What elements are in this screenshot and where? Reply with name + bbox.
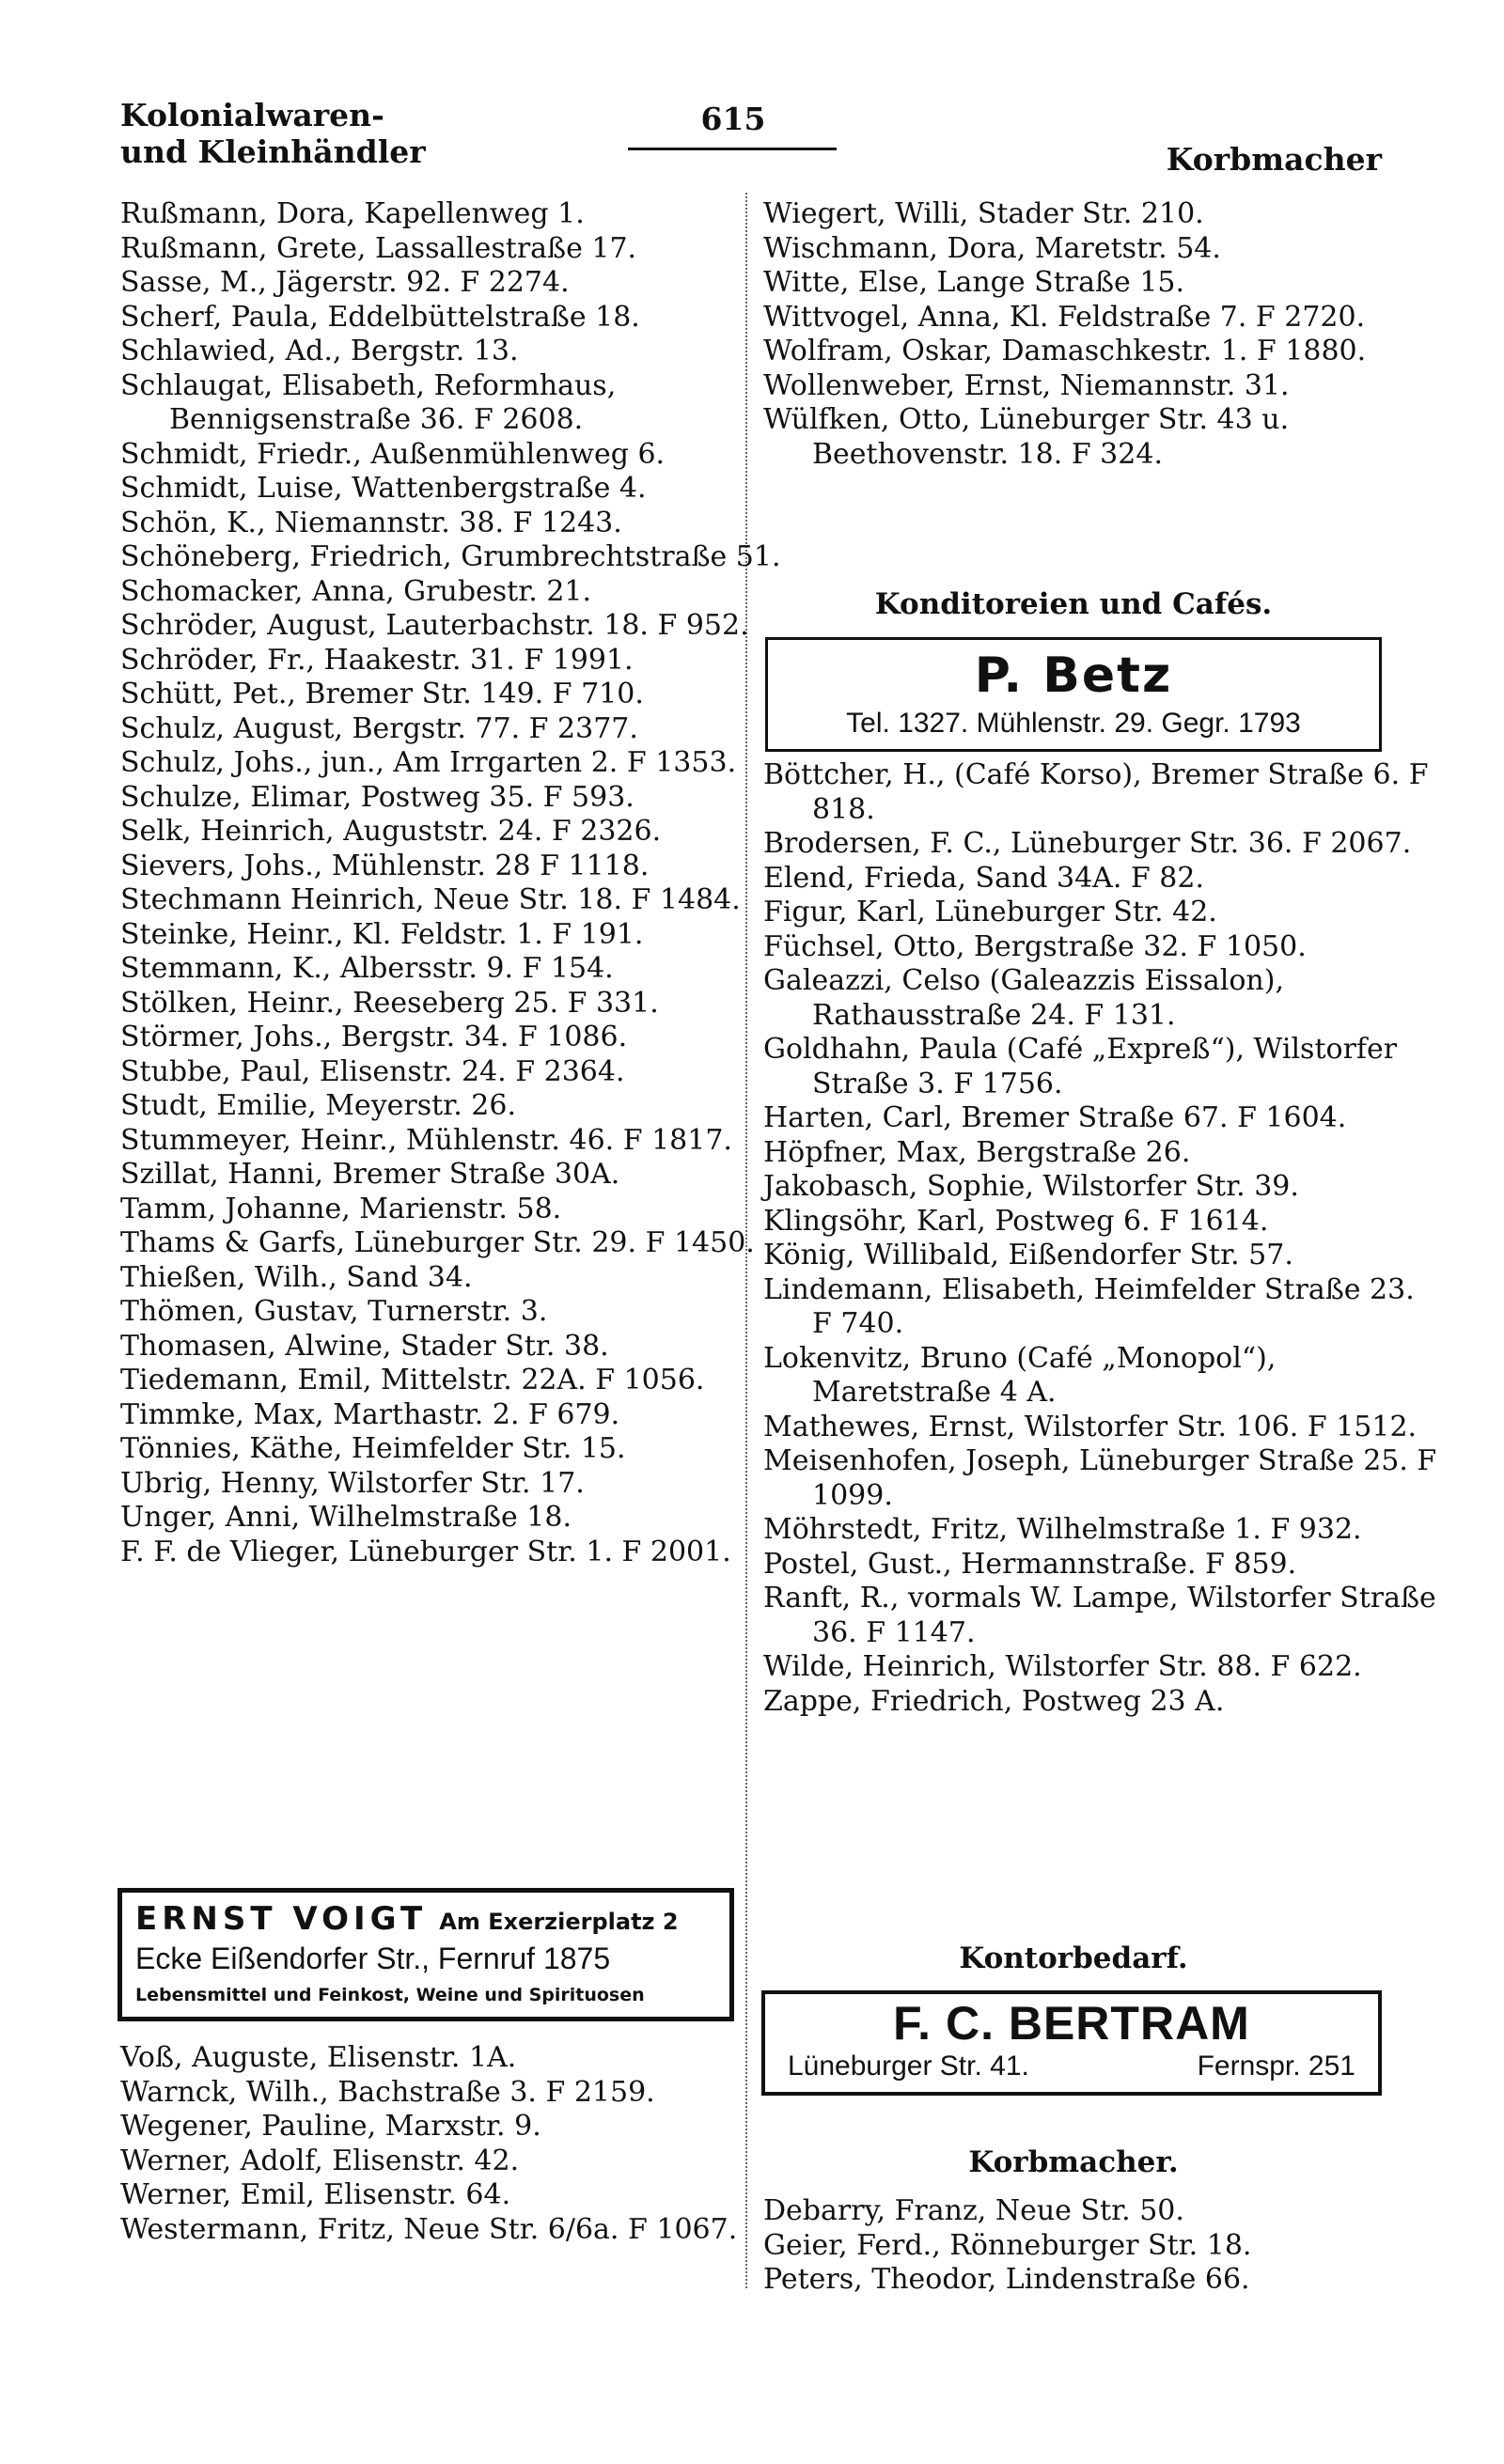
directory-entry: Thömen, Gustav, Turnerstr. 3. xyxy=(120,1295,548,1328)
directory-entry: Galeazzi, Celso (Galeazzis Eissalon), Rathausstraße 24. F 131. xyxy=(763,964,1284,1032)
ad-bertram-name: F. C. BERTRAM xyxy=(893,1997,1250,2050)
directory-entry: Lindemann, Elisabeth, Heimfelder Straße 23. F 740. xyxy=(763,1272,1415,1340)
directory-entry: Peters, Theodor, Lindenstraße 66. xyxy=(763,2263,1250,2296)
directory-entry: Studt, Emilie, Meyerstr. 26. xyxy=(120,1089,517,1122)
directory-entry: Füchsel, Otto, Bergstraße 32. F 1050. xyxy=(763,929,1307,963)
directory-entry: Werner, Adolf, Elisenstr. 42. xyxy=(120,2144,520,2177)
directory-entry: Schulze, Elimar, Postweg 35. F 593. xyxy=(120,780,634,814)
ad-ernst-voigt xyxy=(118,1888,734,2021)
directory-entry: Stechmann Heinrich, Neue Str. 18. F 1484. xyxy=(120,883,741,916)
directory-entry: Schlawied, Ad., Bergstr. 13. xyxy=(120,335,519,367)
directory-entry: Höpfner, Max, Bergstraße 26. xyxy=(763,1135,1191,1169)
directory-entry: Brodersen, F. C., Lüneburger Str. 36. F 2067. xyxy=(763,827,1412,860)
ad-betz-info: Tel. 1327. Mühlenstr. 29. Gegr. 1793 xyxy=(846,708,1301,739)
directory-entry: Scherf, Paula, Eddelbüttelstraße 18. xyxy=(120,300,640,334)
directory-entry: F. F. de Vlieger, Lüneburger Str. 1. F 2001. xyxy=(120,1535,731,1568)
directory-entry: Westermann, Fritz, Neue Str. 6/6a. F 1067. xyxy=(120,2212,738,2246)
directory-entry: Stubbe, Paul, Elisenstr. 24. F 2364. xyxy=(120,1054,625,1088)
directory-entry: Thams & Garfs, Lüneburger Str. 29. F 1450. xyxy=(120,1226,755,1259)
directory-entry: Wittvogel, Anna, Kl. Feldstraße 7. F 2720. xyxy=(763,300,1366,334)
directory-entry: Tamm, Johanne, Marienstr. 58. xyxy=(120,1192,562,1225)
ad-voigt-name: ERNST VOIGT xyxy=(135,1900,428,1938)
page-header xyxy=(0,0,1504,188)
left-column-entries-continued xyxy=(120,2041,794,2247)
header-rule xyxy=(628,148,837,150)
directory-entry: Tönnies, Käthe, Heimfelder Str. 15. xyxy=(120,1432,626,1465)
page-number: 615 xyxy=(700,101,766,137)
ad-p-betz xyxy=(765,637,1382,752)
directory-entry: Wülfken, Otto, Lüneburger Str. 43 u. Beethovenstr. 18. F 324. xyxy=(763,403,1290,471)
directory-entry: Böttcher, H., (Café Korso), Bremer Straße 6. F 818. xyxy=(763,758,1429,826)
directory-entry: Figur, Karl, Lüneburger Str. 42. xyxy=(763,896,1217,928)
directory-entry: Voß, Auguste, Elisenstr. 1A. xyxy=(120,2041,517,2074)
directory-entry: Meisenhofen, Joseph, Lüneburger Straße 25. F 1099. xyxy=(763,1444,1437,1512)
ad-fc-bertram xyxy=(761,1990,1382,2096)
left-column-entries xyxy=(120,197,794,1569)
directory-entry: Lokenvitz, Bruno (Café „Monopol“), Maretstraße 4 A. xyxy=(763,1341,1277,1409)
directory-entry: Stemmann, K., Albersstr. 9. F 154. xyxy=(120,952,614,985)
header-category-left xyxy=(120,97,426,170)
directory-entry: Wilde, Heinrich, Wilstorfer Str. 88. F 622. xyxy=(763,1650,1362,1683)
directory-entry: Stölken, Heinr., Reeseberg 25. F 331. xyxy=(120,986,659,1020)
directory-entry: Wolfram, Oskar, Damaschkestr. 1. F 1880. xyxy=(763,335,1367,367)
directory-entry: Schmidt, Friedr., Außenmühlenweg 6. xyxy=(120,437,666,471)
ad-voigt-contact: Ecke Eißendorfer Str., Fernruf 1875 xyxy=(135,1942,611,1975)
header-category-right: Korbmacher xyxy=(1166,141,1382,178)
directory-entry: Schütt, Pet., Bremer Str. 149. F 710. xyxy=(120,678,644,710)
directory-entry: Mathewes, Ernst, Wilstorfer Str. 106. F 1512. xyxy=(763,1410,1418,1443)
ad-voigt-address: Am Exerzierplatz 2 xyxy=(439,1909,679,1935)
header-left-line2: und Kleinhändler xyxy=(120,133,426,170)
directory-entry: Warnck, Wilh., Bachstraße 3. F 2159. xyxy=(120,2075,655,2109)
right-column-korbmacher-entries xyxy=(763,2194,1437,2298)
directory-entry: Rußmann, Grete, Lassallestraße 17. xyxy=(120,231,637,265)
directory-entry: Unger, Anni, Wilhelmstraße 18. xyxy=(120,1501,572,1534)
directory-entry: Sasse, M., Jägerstr. 92. F 2274. xyxy=(120,266,570,299)
directory-entry: Klingsöhr, Karl, Postweg 6. F 1614. xyxy=(763,1204,1269,1238)
directory-entry: Schomacker, Anna, Grubestr. 21. xyxy=(120,574,592,608)
directory-entry: Ranft, R., vormals W. Lampe, Wilstorfer Straße 36. F 1147. xyxy=(763,1582,1436,1649)
directory-entry: Schulz, Johs., jun., Am Irrgarten 2. F 1353. xyxy=(120,746,737,779)
directory-entry: König, Willibald, Eißendorfer Str. 57. xyxy=(763,1239,1293,1271)
directory-entry: Timmke, Max, Marthastr. 2. F 679. xyxy=(120,1397,620,1431)
directory-entry: Wischmann, Dora, Maretstr. 54. xyxy=(763,231,1221,265)
directory-entry: Schulz, August, Bergstr. 77. F 2377. xyxy=(120,711,638,745)
directory-entry: Goldhahn, Paula (Café „Expreß“), Wilstorfer Straße 3. F 1756. xyxy=(763,1033,1398,1100)
right-column-cafe-entries xyxy=(763,758,1437,1719)
directory-entry: Wegener, Pauline, Marxstr. 9. xyxy=(120,2110,541,2143)
directory-entry: Stummeyer, Heinr., Mühlenstr. 46. F 1817. xyxy=(120,1123,732,1157)
directory-entry: Ubrig, Henny, Wilstorfer Str. 17. xyxy=(120,1466,585,1500)
directory-entry: Geier, Ferd., Rönneburger Str. 18. xyxy=(763,2228,1252,2262)
directory-entry: Rußmann, Dora, Kapellenweg 1. xyxy=(120,197,585,230)
right-column-entries xyxy=(763,197,1437,472)
directory-entry: Harten, Carl, Bremer Straße 67. F 1604. xyxy=(763,1101,1347,1134)
directory-entry: Jakobasch, Sophie, Wilstorfer Str. 39. xyxy=(763,1170,1299,1203)
directory-entry: Schöneberg, Friedrich, Grumbrechtstraße 51. xyxy=(120,540,781,573)
directory-entry: Selk, Heinrich, Auguststr. 24. F 2326. xyxy=(120,815,662,848)
directory-entry: Störmer, Johs., Bergstr. 34. F 1086. xyxy=(120,1021,628,1053)
directory-entry: Möhrstedt, Fritz, Wilhelmstraße 1. F 932. xyxy=(763,1513,1362,1546)
directory-entry: Wiegert, Willi, Stader Str. 210. xyxy=(763,197,1204,230)
directory-entry: Tiedemann, Emil, Mittelstr. 22A. F 1056. xyxy=(120,1364,705,1396)
directory-entry: Schmidt, Luise, Wattenbergstraße 4. xyxy=(120,472,647,505)
directory-entry: Schlaugat, Elisabeth, Reformhaus, Bennigsenstraße 36. F 2608. xyxy=(120,368,617,436)
directory-entry: Sievers, Johs., Mühlenstr. 28 F 1118. xyxy=(120,849,650,882)
header-left-line1: Kolonialwaren- xyxy=(120,97,384,133)
directory-entry: Thießen, Wilh., Sand 34. xyxy=(120,1260,473,1294)
ad-voigt-products: Lebensmittel und Feinkost, Weine und Spirituosen xyxy=(135,1985,645,2005)
directory-entry: Debarry, Franz, Neue Str. 50. xyxy=(763,2194,1184,2227)
directory-entry: Postel, Gust., Hermannstraße. F 859. xyxy=(763,1547,1297,1581)
directory-entry: Wollenweber, Ernst, Niemannstr. 31. xyxy=(763,368,1290,402)
directory-entry: Schröder, August, Lauterbachstr. 18. F 952. xyxy=(120,609,749,642)
ad-bertram-phone: Fernspr. 251 xyxy=(1197,2051,1355,2082)
section-heading-konditoreien: Konditoreien und Cafés. xyxy=(874,587,1273,621)
directory-entry: Steinke, Heinr., Kl. Feldstr. 1. F 191. xyxy=(120,917,644,951)
section-heading-kontorbedarf: Kontorbedarf. xyxy=(959,1942,1188,1975)
directory-entry: Szillat, Hanni, Bremer Straße 30A. xyxy=(120,1158,620,1191)
directory-entry: Schröder, Fr., Haakestr. 31. F 1991. xyxy=(120,643,634,677)
ad-bertram-street: Lüneburger Str. 41. xyxy=(788,2051,1029,2082)
ad-betz-name: P. Betz xyxy=(974,647,1173,704)
directory-entry: Schön, K., Niemannstr. 38. F 1243. xyxy=(120,506,622,539)
directory-entry: Elend, Frieda, Sand 34A. F 82. xyxy=(763,861,1204,895)
directory-entry: Zappe, Friedrich, Postweg 23 A. xyxy=(763,1684,1225,1718)
directory-entry: Thomasen, Alwine, Stader Str. 38. xyxy=(120,1329,609,1363)
directory-entry: Witte, Else, Lange Straße 15. xyxy=(763,266,1185,299)
directory-entry: Werner, Emil, Elisenstr. 64. xyxy=(120,2178,511,2211)
section-heading-korbmacher: Korbmacher. xyxy=(968,2145,1179,2179)
